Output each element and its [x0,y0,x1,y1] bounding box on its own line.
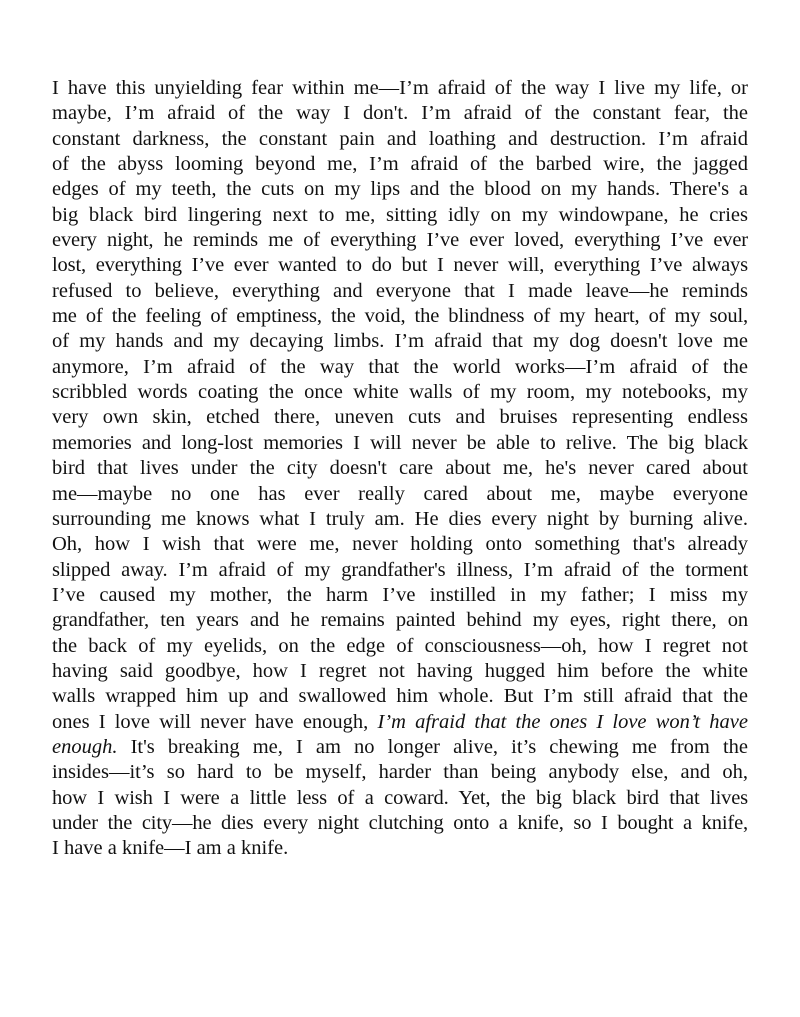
text-line: lost, everything I’ve ever wanted to do but I never will, everything I’ve always [52,254,748,277]
plain-text: ones I love will never have enough, [52,710,378,733]
text-line: insides—it’s so hard to be myself, harder than being anybody else, and oh, [52,761,748,784]
text-line: surrounding me knows what I truly am. He dies every night by burning alive. [52,507,748,530]
text-line-final: I have a knife—I am a knife. [52,837,289,860]
text-line: of the abyss looming beyond me, I’m afraid of the barbed wire, the jagged [52,153,748,176]
text-line: of my hands and my decaying limbs. I’m afraid that my dog doesn't love me [52,330,748,353]
text-line: the back of my eyelids, on the edge of consciousness—oh, how I regret not [52,634,748,657]
text-line: scribbled words coating the once white walls of my room, my notebooks, my [52,381,748,404]
plain-text: It's breaking me, I am no longer alive, it’s chewing me from the [117,735,748,758]
text-line: very own skin, etched there, uneven cuts and bruises representing endless [52,406,748,429]
text-line: constant darkness, the constant pain and loathing and destruction. I’m afraid [52,127,748,150]
text-line: every night, he reminds me of everything I’ve ever loved, everything I’ve ever [52,229,748,252]
text-line: refused to believe, everything and everyone that I made leave—he reminds [52,279,748,302]
text-line: grandfather, ten years and he remains painted behind my eyes, right there, on [52,609,748,632]
text-line: me—maybe no one has ever really cared about me, maybe everyone [52,482,748,505]
text-line: walls wrapped him up and swallowed him whole. But I’m still afraid that the [52,685,748,708]
document-page [52,76,748,862]
italic-text: enough. [52,735,118,758]
text-line: I’ve caused my mother, the harm I’ve instilled in my father; I miss my [52,583,748,606]
text-line: having said goodbye, how I regret not having hugged him before the white [52,659,748,682]
text-line: how I wish I were a little less of a coward. Yet, the big black bird that lives [52,786,748,809]
text-line: Oh, how I wish that were me, never holding onto something that's already [52,533,748,556]
text-line: me of the feeling of emptiness, the void, the blindness of my heart, of my soul, [52,305,748,328]
text-line: under the city—he dies every night clutching onto a knife, so I bought a knife, [52,811,748,834]
text-line: anymore, I’m afraid of the way that the world works—I’m afraid of the [52,355,748,378]
italic-text: I’m afraid that the ones I love won’t have [377,710,748,733]
text-line-with-italic [52,710,748,735]
text-line: maybe, I’m afraid of the way I don't. I’m afraid of the constant fear, the [52,102,748,125]
body-paragraph [52,76,748,862]
text-line: bird that lives under the city doesn't care about me, he's never cared about [52,457,748,480]
text-line: edges of my teeth, the cuts on my lips and the blood on my hands. There's a [52,178,748,201]
text-line-with-italic [52,735,748,760]
text-line: slipped away. I’m afraid of my grandfather's illness, I’m afraid of the torment [52,558,748,581]
text-line: I have this unyielding fear within me—I’m afraid of the way I live my life, or [52,77,748,99]
text-line: memories and long-lost memories I will never be able to relive. The big black [52,431,748,454]
text-line: big black bird lingering next to me, sitting idly on my windowpane, he cries [52,203,748,226]
